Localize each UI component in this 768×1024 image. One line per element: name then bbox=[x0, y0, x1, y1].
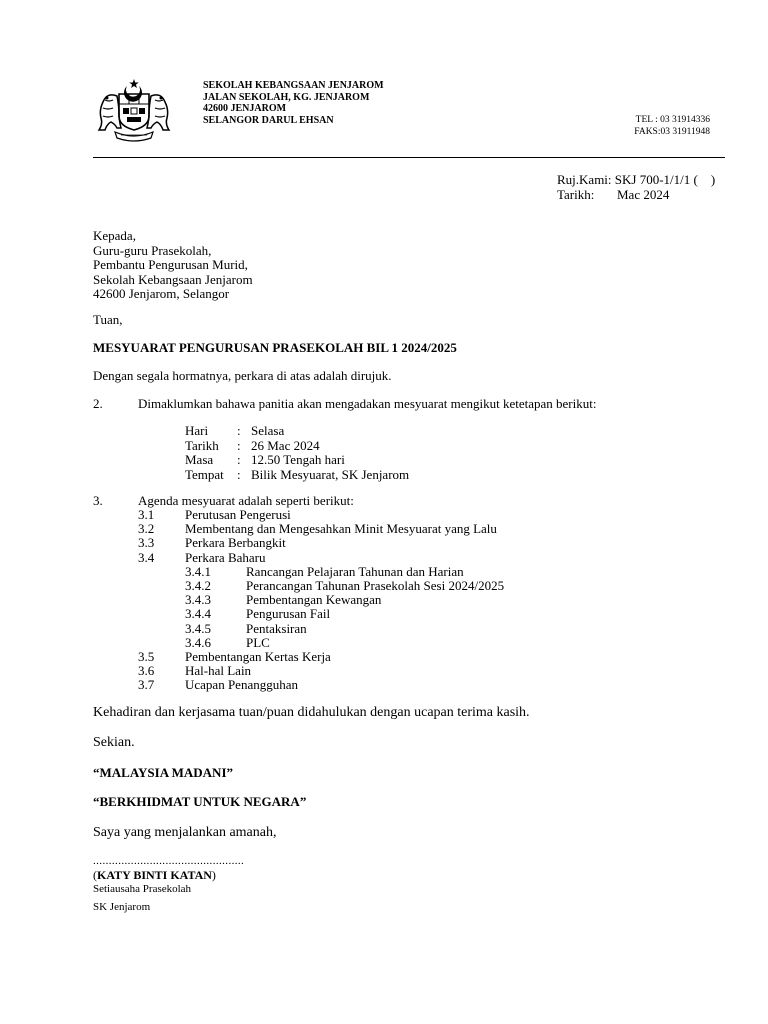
telephone: TEL : 03 31914336 bbox=[635, 115, 710, 125]
paragraph-number: 2. bbox=[93, 396, 103, 411]
contact-info bbox=[600, 114, 710, 138]
recipient-line: Guru-guru Prasekolah, bbox=[93, 242, 212, 258]
meeting-details bbox=[185, 424, 409, 482]
agenda-text: Perancangan Tahunan Prasekolah Sesi 2024/2025 bbox=[246, 577, 505, 593]
signature-line: ................................................ bbox=[93, 855, 245, 867]
agenda-item bbox=[138, 650, 504, 664]
detail-value: 12.50 Tengah hari bbox=[251, 452, 345, 468]
paragraph-3-text: Agenda mesyuarat adalah seperti berikut: bbox=[138, 493, 354, 508]
paren-open: ( bbox=[93, 868, 97, 882]
detail-value: Selasa bbox=[251, 423, 285, 438]
recipient-line: Pembantu Pengurusan Murid, bbox=[93, 257, 248, 273]
detail-row: Tarikh : 26 Mac 2024 bbox=[185, 437, 320, 453]
reference-block bbox=[557, 172, 715, 202]
recipient-block bbox=[93, 229, 253, 302]
agenda-number: 3.6 bbox=[138, 663, 155, 679]
agenda-text: Pembentangan Kewangan bbox=[246, 592, 382, 608]
signer-name: KATY BINTI KATAN bbox=[97, 868, 212, 882]
agenda-subitem bbox=[138, 579, 504, 593]
agenda-text: Perutusan Pengerusi bbox=[185, 507, 291, 522]
detail-value: 26 Mac 2024 bbox=[251, 437, 320, 453]
agenda-number: 3.4.4 bbox=[185, 606, 211, 622]
agenda-number: 3.2 bbox=[138, 521, 155, 537]
letter-subject: MESYUARAT PENGURUSAN PRASEKOLAH BIL 1 2024/2025 bbox=[93, 340, 457, 355]
malaysia-coat-of-arms-icon bbox=[93, 78, 175, 142]
agenda-number: 3.4.6 bbox=[185, 634, 211, 650]
agenda-list bbox=[138, 508, 504, 692]
detail-row: Masa : 12.50 Tengah hari bbox=[185, 452, 345, 468]
signer-name-line bbox=[93, 868, 216, 883]
salutation: Tuan, bbox=[93, 312, 123, 327]
agenda-item bbox=[138, 508, 504, 522]
agenda-text: Ucapan Penangguhan bbox=[185, 677, 298, 693]
school-address bbox=[203, 80, 384, 126]
signer-organisation: SK Jenjarom bbox=[93, 901, 151, 913]
detail-key: Masa bbox=[185, 452, 214, 468]
agenda-subitem bbox=[138, 636, 504, 650]
closing-paragraph: Kehadiran dan kerjasama tuan/puan didahulukan dengan ucapan terima kasih. bbox=[93, 705, 530, 720]
detail-key: Tarikh bbox=[185, 437, 219, 453]
detail-key: Hari bbox=[185, 423, 209, 438]
header-divider bbox=[93, 157, 725, 158]
ruj-label: Ruj.Kami: bbox=[557, 172, 612, 187]
agenda-number: 3.4.5 bbox=[185, 620, 211, 636]
agenda-subitem bbox=[138, 565, 504, 579]
agenda-number: 3.4 bbox=[138, 549, 155, 565]
agenda-subitem bbox=[138, 607, 504, 621]
agenda-item bbox=[138, 536, 504, 550]
agenda-text: Pembentangan Kertas Kerja bbox=[185, 648, 331, 664]
recipient-line: Sekolah Kebangsaan Jenjarom bbox=[93, 271, 253, 287]
intro-paragraph: Dengan segala hormatnya, perkara di atas adalah dirujuk. bbox=[93, 368, 392, 383]
school-state: SELANGOR DARUL EHSAN bbox=[203, 114, 334, 126]
detail-row: Hari : Selasa bbox=[185, 423, 285, 438]
agenda-text: PLC bbox=[246, 634, 270, 650]
school-street: JALAN SEKOLAH, KG. JENJAROM bbox=[203, 91, 370, 103]
agenda-number: 3.1 bbox=[138, 507, 155, 522]
agenda-number: 3.3 bbox=[138, 535, 155, 551]
paragraph-number: 3. bbox=[93, 493, 103, 508]
school-name: SEKOLAH KEBANGSAAN JENJAROM bbox=[203, 80, 384, 91]
ruj-value: SKJ 700-1/1/1 ( ) bbox=[614, 172, 716, 187]
agenda-text: Perkara Berbangkit bbox=[185, 535, 286, 551]
agenda-text: Perkara Baharu bbox=[185, 549, 266, 565]
tarikh-value: Mac 2024 bbox=[617, 187, 670, 202]
detail-value: Bilik Mesyuarat, SK Jenjarom bbox=[251, 466, 410, 482]
fax: FAKS:03 31911948 bbox=[634, 127, 710, 137]
agenda-text: Rancangan Pelajaran Tahunan dan Harian bbox=[246, 563, 464, 579]
slogan-berkhidmat: “BERKHIDMAT UNTUK NEGARA” bbox=[93, 794, 307, 809]
detail-row: Tempat : Bilik Mesyuarat, SK Jenjarom bbox=[185, 466, 410, 482]
agenda-subitem bbox=[138, 622, 504, 636]
agenda-text: Membentang dan Mengesahkan Minit Mesyuarat yang Lalu bbox=[185, 521, 497, 537]
agenda-number: 3.4.2 bbox=[185, 577, 211, 593]
agenda-text: Hal-hal Lain bbox=[185, 663, 252, 679]
agenda-number: 3.4.3 bbox=[185, 592, 211, 608]
sekian: Sekian. bbox=[93, 735, 135, 750]
school-postcode: 42600 JENJAROM bbox=[203, 103, 287, 114]
agenda-item bbox=[138, 678, 504, 692]
agenda-item bbox=[138, 551, 504, 565]
paragraph-2-text: Dimaklumkan bahawa panitia akan mengadakan mesyuarat mengikut ketetapan berikut: bbox=[138, 396, 597, 411]
agenda-item bbox=[138, 522, 504, 536]
agenda-subitem bbox=[138, 593, 504, 607]
agenda-text: Pengurusan Fail bbox=[246, 606, 331, 622]
trust-line: Saya yang menjalankan amanah, bbox=[93, 825, 277, 840]
recipient-line: 42600 Jenjarom, Selangor bbox=[93, 286, 230, 302]
paren-close: ) bbox=[211, 868, 216, 882]
agenda-number: 3.4.1 bbox=[185, 563, 211, 579]
agenda-item bbox=[138, 664, 504, 678]
recipient-line: Kepada, bbox=[93, 228, 136, 243]
agenda-text: Pentaksiran bbox=[246, 620, 307, 636]
tarikh-label: Tarikh: bbox=[557, 187, 595, 202]
detail-key: Tempat bbox=[185, 466, 224, 482]
slogan-malaysia-madani: “MALAYSIA MADANI” bbox=[93, 765, 234, 780]
signer-role: Setiausaha Prasekolah bbox=[93, 883, 192, 895]
agenda-number: 3.7 bbox=[138, 677, 155, 693]
agenda-number: 3.5 bbox=[138, 648, 155, 664]
